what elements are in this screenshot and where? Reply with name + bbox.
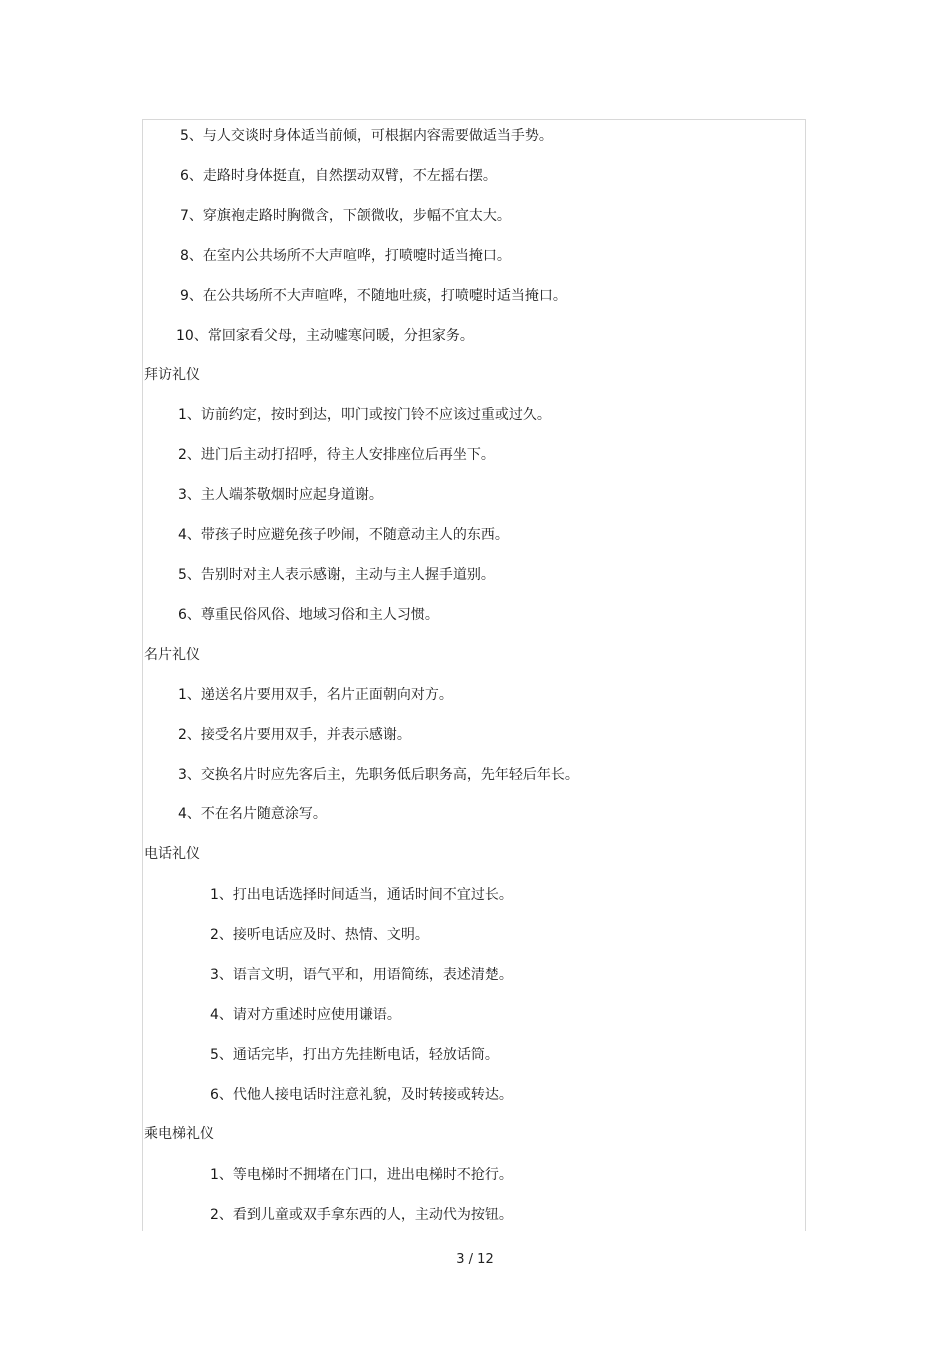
section-heading: 乘电梯礼仪 [144, 1126, 214, 1142]
list-item: 2、进门后主动打招呼，待主人安排座位后再坐下。 [178, 447, 495, 463]
list-item: 5、通话完毕，打出方先挂断电话，轻放话筒。 [210, 1047, 499, 1063]
section-heading: 电话礼仪 [144, 846, 200, 862]
list-item: 1、等电梯时不拥堵在门口，进出电梯时不抢行。 [210, 1167, 513, 1183]
list-item: 4、带孩子时应避免孩子吵闹，不随意动主人的东西。 [178, 527, 509, 543]
list-item: 6、尊重民俗风俗、地域习俗和主人习惯。 [178, 607, 439, 623]
page-frame [142, 119, 806, 1231]
section-heading: 拜访礼仪 [144, 367, 200, 383]
list-item: 5、与人交谈时身体适当前倾，可根据内容需要做适当手势。 [180, 128, 553, 144]
section-heading: 名片礼仪 [144, 647, 200, 663]
list-item: 1、打出电话选择时间适当，通话时间不宜过长。 [210, 887, 513, 903]
list-item: 5、告别时对主人表示感谢，主动与主人握手道别。 [178, 567, 495, 583]
list-item: 1、访前约定，按时到达，叩门或按门铃不应该过重或过久。 [178, 407, 551, 423]
list-item: 9、在公共场所不大声喧哗，不随地吐痰，打喷嚏时适当掩口。 [180, 288, 567, 304]
list-item: 4、请对方重述时应使用谦语。 [210, 1007, 401, 1023]
list-item: 2、接听电话应及时、热情、文明。 [210, 927, 429, 943]
list-item: 1、递送名片要用双手，名片正面朝向对方。 [178, 687, 453, 703]
list-item: 3、语言文明，语气平和，用语简练，表述清楚。 [210, 967, 513, 983]
list-item: 7、穿旗袍走路时胸微含，下颌微收，步幅不宜太大。 [180, 208, 511, 224]
list-item: 2、看到儿童或双手拿东西的人，主动代为按钮。 [210, 1207, 513, 1223]
list-item: 2、接受名片要用双手，并表示感谢。 [178, 727, 411, 743]
list-item: 3、主人端茶敬烟时应起身道谢。 [178, 487, 383, 503]
list-item: 4、不在名片随意涂写。 [178, 806, 327, 822]
list-item: 3、交换名片时应先客后主，先职务低后职务高，先年轻后年长。 [178, 767, 579, 783]
list-item: 6、代他人接电话时注意礼貌，及时转接或转达。 [210, 1087, 513, 1103]
list-item: 10、常回家看父母，主动嘘寒问暖，分担家务。 [176, 328, 474, 344]
page-number: 3 / 12 [456, 1252, 494, 1267]
list-item: 8、在室内公共场所不大声喧哗，打喷嚏时适当掩口。 [180, 248, 511, 264]
list-item: 6、走路时身体挺直，自然摆动双臂，不左摇右摆。 [180, 168, 497, 184]
